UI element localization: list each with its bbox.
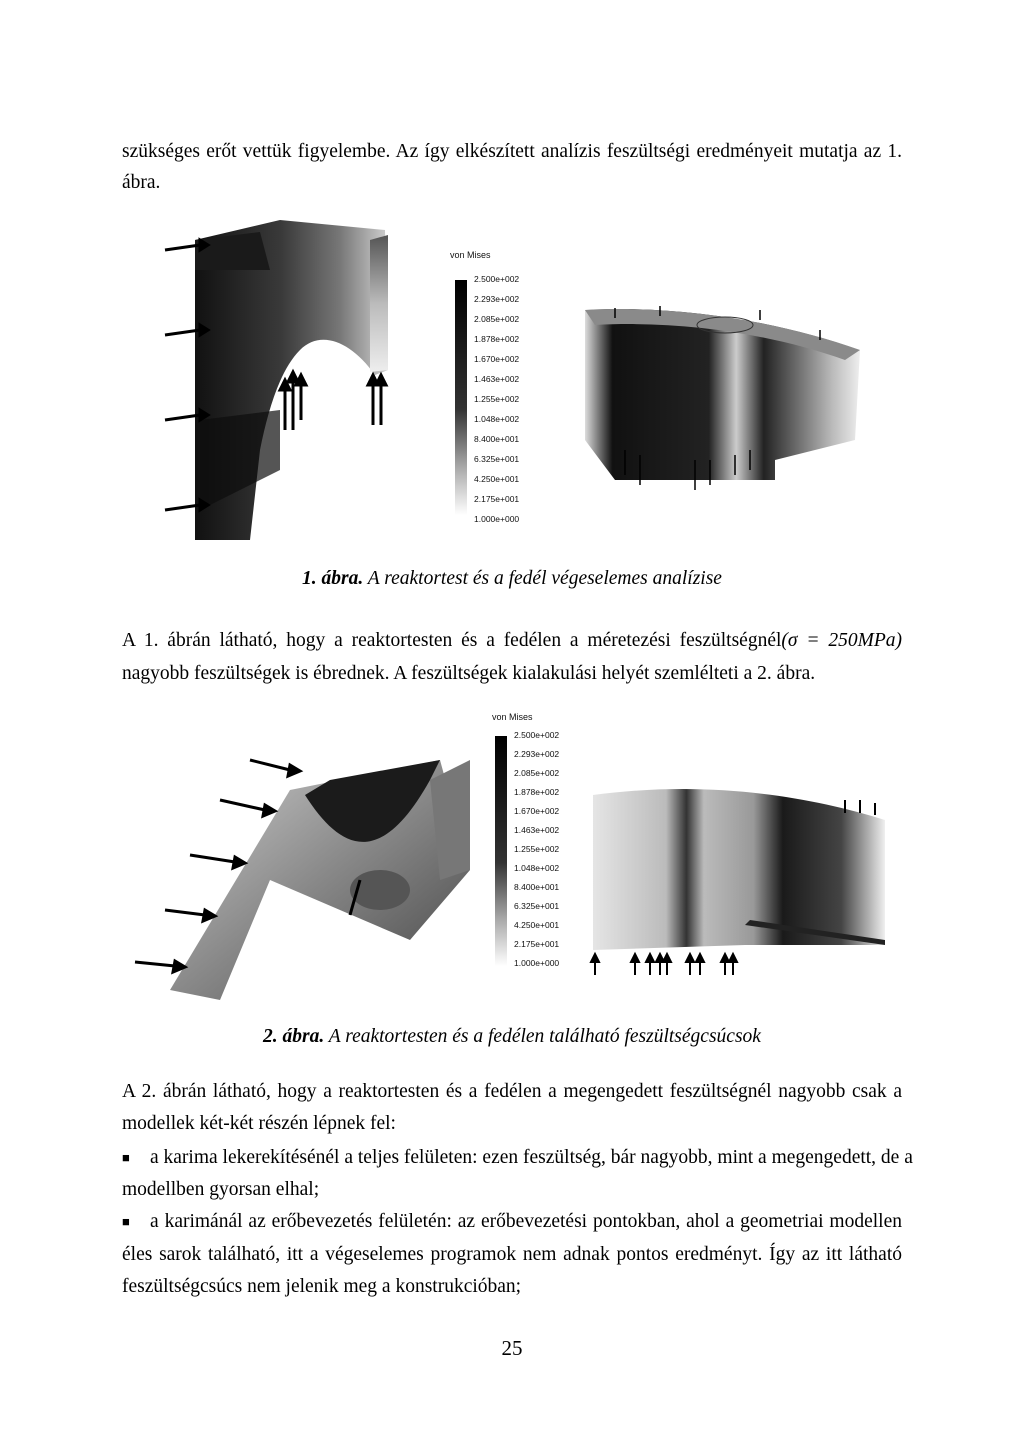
legend-label: 2.500e+002 — [474, 274, 520, 284]
paragraph-3-line-2: modellek két-két részén lépnek fel: — [122, 1113, 396, 1134]
legend-label: 4.250e+001 — [474, 474, 520, 484]
legend-label: 1.048e+002 — [474, 414, 520, 424]
legend-label: 2.175e+001 — [474, 494, 520, 504]
legend-label: 1.255e+002 — [514, 844, 560, 854]
legend-label: 6.325e+001 — [474, 454, 520, 464]
figure-1-caption — [0, 567, 1024, 591]
paragraph-2-formula: (σ = 250MPa) — [781, 630, 903, 651]
legend-colorbar — [490, 736, 512, 971]
paragraph-3-line-1: A 2. ábrán látható, hogy a reaktortesten és a fedélen a megengedett feszültségnél nagyobb csak a — [122, 1081, 902, 1102]
bullet-1-line-2: modellben gyorsan elhal; — [122, 1179, 320, 1200]
legend-label: 2.175e+001 — [514, 939, 560, 949]
legend-label: 2.085e+002 — [474, 314, 520, 324]
legend-label: 1.000e+000 — [514, 958, 560, 968]
figure-1-legend — [440, 250, 570, 530]
figure-2-caption — [0, 1025, 1024, 1049]
figure-2-right-model — [585, 775, 895, 985]
paragraph-1-line-2: ábra. — [122, 172, 161, 193]
caption-number: 1. ábra. — [302, 568, 364, 589]
page-number: 25 — [501, 1336, 523, 1360]
legend-label: 8.400e+001 — [514, 882, 560, 892]
legend-label: 2.293e+002 — [474, 294, 520, 304]
legend-label: 1.878e+002 — [514, 787, 560, 797]
caption-text: A reaktortesten és a fedélen található feszültségcsúcsok — [328, 1026, 761, 1047]
legend-title: von Mises — [450, 250, 491, 260]
bullet-2-line-2: éles sarok található, itt a végeselemes programok nem adnak pontos eredményt. Így az itt látható — [122, 1244, 902, 1265]
legend-label: 4.250e+001 — [514, 920, 560, 930]
bullet-2-line-1: a karimánál az erőbevezetés felületén: az erőbevezetési pontokban, ahol a geometriai modellen — [150, 1211, 902, 1232]
caption-number: 2. ábra. — [263, 1026, 325, 1047]
legend-label: 6.325e+001 — [514, 901, 560, 911]
caption-text: A reaktortest és a fedél végeselemes analízise — [367, 568, 722, 589]
legend-label: 1.670e+002 — [474, 354, 520, 364]
paragraph-2-text: A 1. ábrán látható, hogy a reaktortesten és a fedélen a méretezési feszültségnél — [122, 630, 782, 651]
paragraph-2-line-1 — [122, 629, 902, 653]
legend-label: 8.400e+001 — [474, 434, 520, 444]
legend-label: 1.048e+002 — [514, 863, 560, 873]
legend-label: 2.500e+002 — [514, 730, 560, 740]
bullet-1-line-1: a karima lekerekítésénél a teljes felületen: ezen feszültség, bár nagyobb, mint a megengedett, de a — [150, 1147, 913, 1168]
bullet-2-line-3: feszültségcsúcs nem jelenik meg a konstrukcióban; — [122, 1276, 522, 1297]
legend-label: 2.293e+002 — [514, 749, 560, 759]
legend-label: 1.255e+002 — [474, 394, 520, 404]
legend-title: von Mises — [492, 712, 533, 722]
figure-1-left-model — [160, 210, 400, 540]
legend-label: 1.463e+002 — [514, 825, 560, 835]
legend-colorbar — [450, 280, 472, 520]
paragraph-2-line-2: nagyobb feszültségek is ébrednek. A feszültségek kialakulási helyét szemlélteti a 2. ábra. — [122, 663, 816, 684]
legend-label: 1.670e+002 — [514, 806, 560, 816]
paragraph-1-line-1: szükséges erőt vettük figyelembe. Az így elkészített analízis feszültségi eredményeit mutatja az 1. — [122, 141, 902, 162]
legend-label: 1.463e+002 — [474, 374, 520, 384]
legend-label: 2.085e+002 — [514, 768, 560, 778]
bullet-2-marker: ■ — [122, 1214, 130, 1229]
figure-1-right-model — [575, 290, 865, 505]
legend-label: 1.000e+000 — [474, 514, 520, 524]
figure-2-left-model — [130, 740, 470, 1000]
legend-label: 1.878e+002 — [474, 334, 520, 344]
bullet-1-marker: ■ — [122, 1150, 130, 1165]
